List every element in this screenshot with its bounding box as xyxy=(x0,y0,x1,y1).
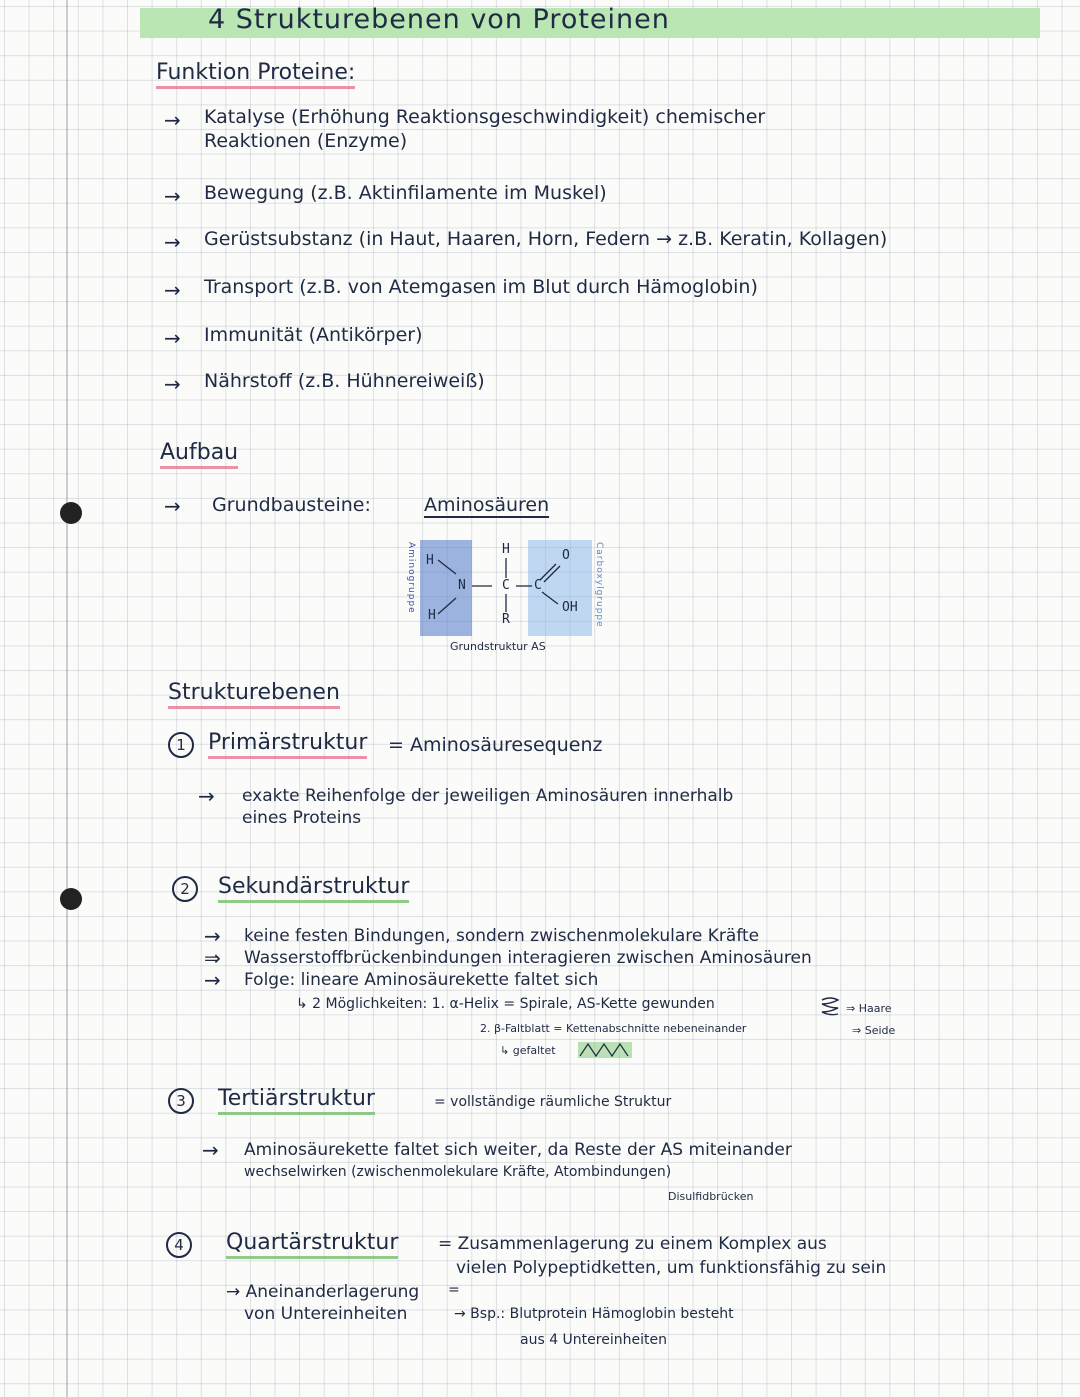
number-circle xyxy=(168,1088,194,1114)
funktion-item-cont: Reaktionen (Enzyme) xyxy=(204,130,408,152)
quartaer-title-text: Quartärstruktur xyxy=(226,1230,398,1259)
sekundaer-line: ↳ 2 Möglichkeiten: 1. α-Helix = Spirale, AS-Kette gewunden xyxy=(296,996,715,1012)
grundbausteine-label: Grundbausteine: xyxy=(212,494,371,516)
tertiaer-title xyxy=(218,1086,375,1111)
carboxylgruppe-label: Carboxylgruppe xyxy=(594,542,604,628)
sekundaer-line: keine festen Bindungen, sondern zwischenmolekulare Kräfte xyxy=(244,926,760,946)
faltblatt-icon xyxy=(578,1040,632,1060)
funktion-heading-text: Funktion Proteine: xyxy=(156,60,355,89)
quartaer-title xyxy=(226,1230,398,1255)
sekundaer-title-text: Sekundärstruktur xyxy=(218,874,409,903)
page-title: 4 Strukturebenen von Proteinen xyxy=(208,4,670,35)
sekundaer-note: ⇒ Seide xyxy=(852,1024,896,1037)
number-circle-text: 1 xyxy=(168,732,194,758)
arrow-icon: → xyxy=(164,494,181,518)
quartaer-left: von Untereinheiten xyxy=(244,1304,408,1324)
sekundaer-line: Wasserstoffbrückenbindungen interagieren zwischen Aminosäuren xyxy=(244,948,812,968)
arrow-icon: → xyxy=(204,968,221,992)
primaer-line: eines Proteins xyxy=(242,808,362,828)
arrow-icon: → xyxy=(164,108,181,132)
arrow-icon: → xyxy=(164,372,181,396)
funktion-item: Katalyse (Erhöhung Reaktionsgeschwindigkeit) chemischer xyxy=(204,106,766,128)
primaer-eq: = Aminosäuresequenz xyxy=(388,734,603,756)
helix-icon xyxy=(818,996,842,1018)
primaer-title xyxy=(208,730,367,755)
number-circle-text: 3 xyxy=(168,1088,194,1114)
grundbausteine-value xyxy=(424,494,549,516)
sekundaer-note: ⇒ Haare xyxy=(846,1002,892,1015)
quartaer-eq2: = xyxy=(448,1282,460,1298)
arrow-icon: → xyxy=(164,326,181,350)
quartaer-line: vielen Polypeptidketten, um funktionsfähig zu sein xyxy=(456,1258,887,1278)
funktion-heading xyxy=(156,60,355,85)
arrow-icon: → xyxy=(204,924,221,948)
funktion-item: Gerüstsubstanz (in Haut, Haaren, Horn, Federn → z.B. Keratin, Kollagen) xyxy=(204,228,888,250)
atom-oh: OH xyxy=(562,600,578,615)
sekundaer-line: Folge: lineare Aminosäurekette faltet sich xyxy=(244,970,599,990)
tertiaer-title-text: Tertiärstruktur xyxy=(218,1086,375,1115)
strukturebenen-heading-text: Strukturebenen xyxy=(168,680,340,709)
number-circle-text: 4 xyxy=(166,1232,192,1258)
number-circle-text: 2 xyxy=(172,876,198,902)
quartaer-bsp: aus 4 Untereinheiten xyxy=(520,1332,667,1348)
grundbausteine-value-text: Aminosäuren xyxy=(424,494,550,516)
atom-h: H xyxy=(428,608,436,623)
number-circle xyxy=(166,1232,192,1258)
number-circle xyxy=(168,732,194,758)
strukturebenen-heading xyxy=(168,680,340,705)
arrow-icon: → xyxy=(164,230,181,254)
funktion-item: Transport (z.B. von Atemgasen im Blut durch Hämoglobin) xyxy=(204,276,758,298)
atom-h: H xyxy=(502,542,510,557)
margin-line xyxy=(66,0,68,1397)
primaer-line: exakte Reihenfolge der jeweiligen Aminosäuren innerhalb xyxy=(242,786,734,806)
punch-hole xyxy=(60,502,82,524)
funktion-item: Immunität (Antikörper) xyxy=(204,324,423,346)
tertiaer-line: Aminosäurekette faltet sich weiter, da Reste der AS miteinander xyxy=(244,1140,792,1160)
arrow-icon: → xyxy=(164,278,181,302)
aufbau-heading-text: Aufbau xyxy=(160,440,238,469)
aufbau-heading xyxy=(160,440,238,465)
quartaer-left: → Aneinanderlagerung xyxy=(226,1282,420,1302)
tertiaer-line: wechselwirken (zwischenmolekulare Kräfte, Atombindungen) xyxy=(244,1164,672,1180)
primaer-title-text: Primärstruktur xyxy=(208,730,367,759)
atom-o: O xyxy=(562,548,570,563)
tertiaer-eq: = vollständige räumliche Struktur xyxy=(434,1094,672,1110)
arrow-icon: → xyxy=(202,1138,219,1162)
sekundaer-title xyxy=(218,874,409,899)
quartaer-bsp: → Bsp.: Blutprotein Hämoglobin besteht xyxy=(454,1306,734,1322)
atom-r: R xyxy=(502,612,510,627)
sekundaer-line: 2. β-Faltblatt = Kettenabschnitte nebeneinander xyxy=(480,1022,747,1035)
amino-acid-structure xyxy=(420,540,600,640)
funktion-item: Nährstoff (z.B. Hühnereiweiß) xyxy=(204,370,485,392)
aminogruppe-label: Aminogruppe xyxy=(406,542,416,614)
quartaer-eq: = Zusammenlagerung zu einem Komplex aus xyxy=(438,1234,827,1254)
atom-c: C xyxy=(502,578,510,593)
diagram-caption: Grundstruktur AS xyxy=(450,640,546,653)
atom-c: C xyxy=(534,578,542,593)
arrow-icon: → xyxy=(164,184,181,208)
number-circle xyxy=(172,876,198,902)
atom-n: N xyxy=(458,578,466,593)
funktion-item: Bewegung (z.B. Aktinfilamente im Muskel) xyxy=(204,182,607,204)
punch-hole xyxy=(60,888,82,910)
arrow-icon: ⇒ xyxy=(204,946,221,970)
tertiaer-line: Disulfidbrücken xyxy=(668,1190,754,1203)
arrow-icon: → xyxy=(198,784,215,808)
sekundaer-line: ↳ gefaltet xyxy=(500,1044,556,1057)
atom-h: H xyxy=(426,553,434,568)
